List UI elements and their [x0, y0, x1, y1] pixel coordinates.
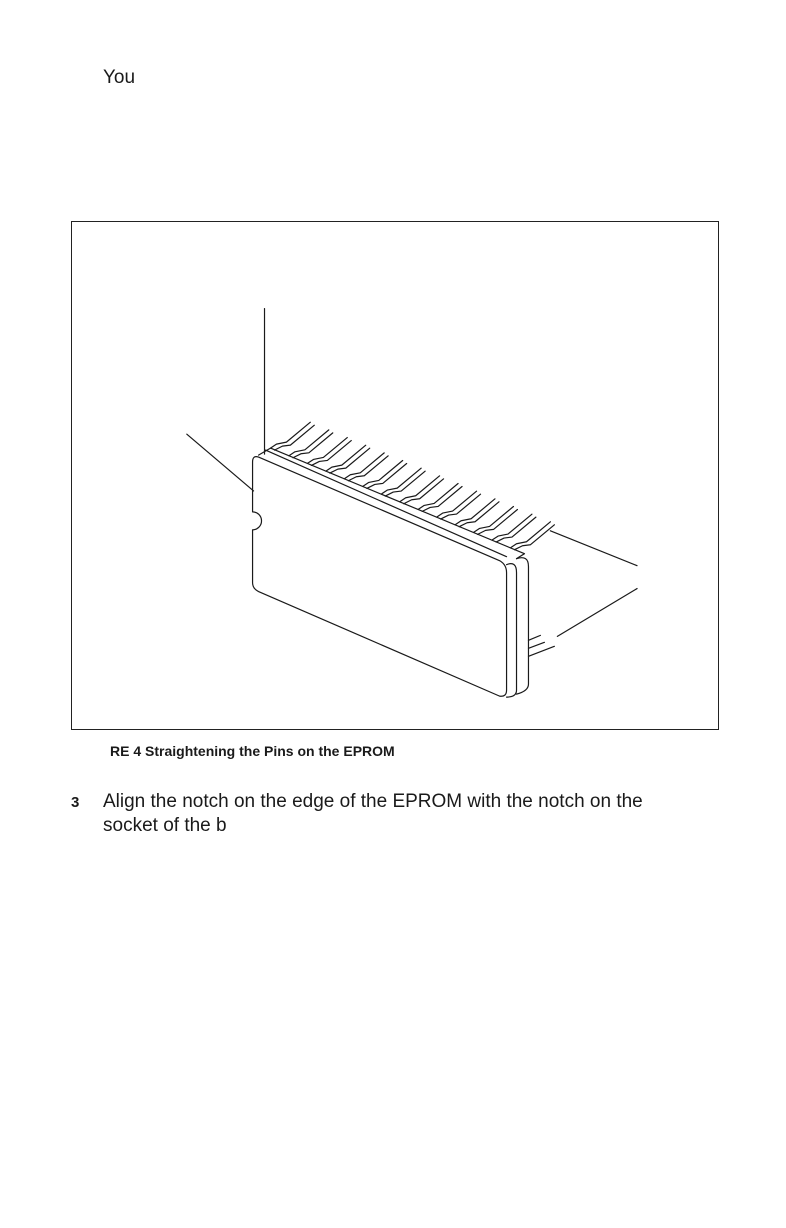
step-text [103, 790, 703, 838]
step-text-line: Align the notch on the edge of the EPROM with the notch on the [103, 791, 643, 812]
lower-pin [528, 642, 544, 648]
eprom-body-edge-back [517, 558, 529, 694]
callout-line-lower-right [557, 589, 637, 637]
eprom-body [253, 457, 507, 697]
callout-line-notch [187, 434, 254, 491]
callout-line-upper-right [550, 531, 637, 566]
step-number: 3 [71, 794, 80, 811]
eprom-body-edge [507, 564, 517, 697]
lower-pin [528, 646, 554, 656]
figure-caption: RE 4 Straightening the Pins on the EPROM [110, 743, 395, 759]
eprom-pin-array [270, 422, 554, 549]
figure-frame [71, 221, 719, 730]
intro-text: You [103, 67, 136, 88]
step-text-line: socket of the b [103, 815, 227, 836]
eprom-illustration [72, 222, 718, 729]
lower-pin [528, 635, 540, 640]
eprom-pin [270, 422, 314, 450]
